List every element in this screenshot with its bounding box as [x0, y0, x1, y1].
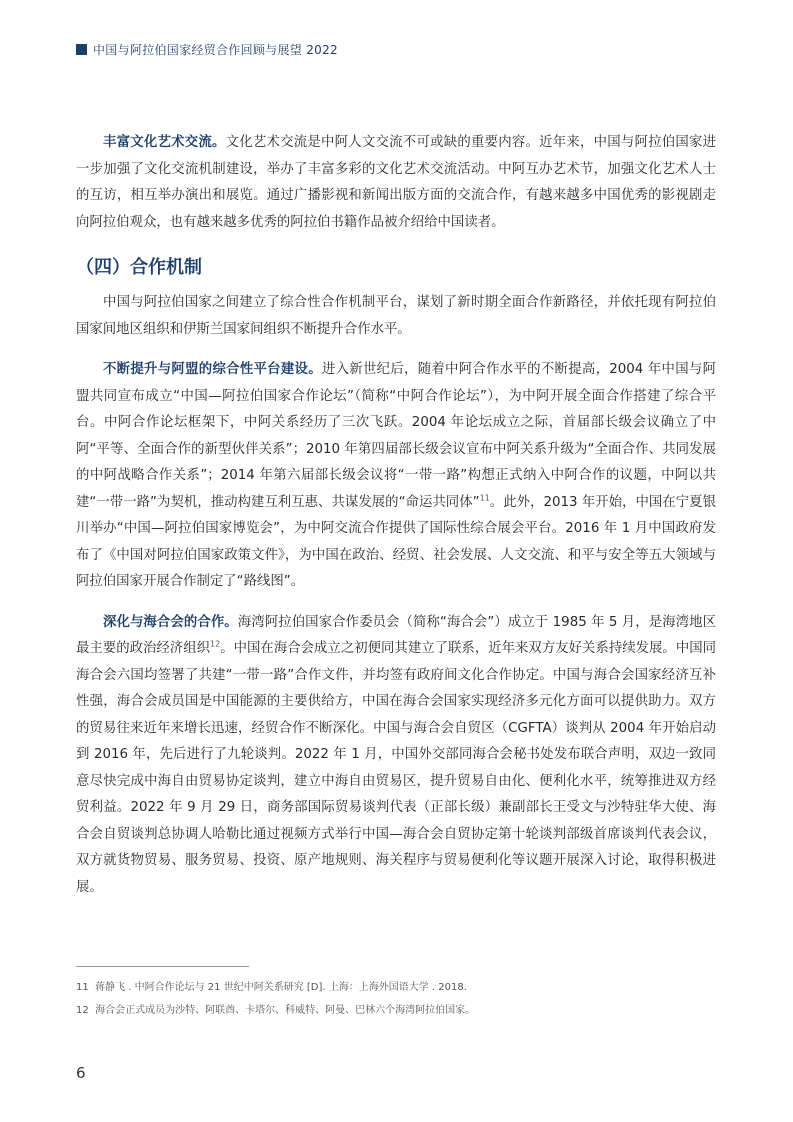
footnote-text: 海合会正式成员为沙特、阿联酋、卡塔尔、科威特、阿曼、巴林六个海湾阿拉伯国家。 — [95, 1005, 476, 1016]
footnote-ref[interactable]: 11 — [479, 493, 490, 503]
paragraph-body: 文化艺术交流是中阿人文交流不可或缺的重要内容。近年来，中国与阿拉伯国家进一步加强了文化交流机制建设，举办了丰富多彩的文化艺术交流活动。中阿互办艺术节，加强文化艺术人士的互访，相互举办演出和展览。通过广播影视和新闻出版方面的交流合作，有越来越多中国优秀的影视剧走向阿拉伯观众，也有越来越多优秀的阿拉伯书籍作品被介绍给中国读者。 — [76, 135, 717, 230]
paragraph-culture-exchange — [76, 130, 716, 236]
running-header — [76, 41, 338, 57]
footnote-number: 11 — [76, 982, 89, 993]
section-heading: （四）合作机制 — [76, 257, 202, 278]
footnotes — [76, 976, 716, 1022]
paragraph-mechanism-intro: 中国与阿拉伯国家之间建立了综合性合作机制平台，谋划了新时期全面合作新路径，并依托现有阿拉伯国家间地区组织和伊斯兰国家间组织不断提升合作水平。 — [76, 295, 716, 337]
main-content — [76, 130, 716, 901]
paragraph-arab-league — [76, 357, 716, 596]
page-number: 6 — [76, 1064, 86, 1082]
paragraph-lead: 丰富文化艺术交流。 — [103, 135, 226, 150]
footnote-ref[interactable]: 12 — [210, 639, 221, 649]
paragraph-body: 。此外，2013 年开始，中国在宁夏银川举办“中国—阿拉伯国家博览会”，为中阿交流合作提供了国际性综合展会平台。2016 年 1 月中国政府发布了《中国对阿拉伯国家政策文件》，为中国在政治、经贸、社会发展、人文交流、和平与安全等五大领域与阿拉伯国家开展合作制定了“路线图”。 — [76, 494, 716, 589]
paragraph-body: 。中国在海合会成立之初便同其建立了联系，近年来双方友好关系持续发展。中国同海合会六国均签署了共建“一带一路”合作文件，并均签有政府间文化合作协定。中国与海合会国家经济互补性强，海合会成员国是中国能源的主要供给方，中国在海合会国家实现经济多元化方面可以提供助力。双方的贸易往来近年来增长迅速，经贸合作不断深化。中国与海合会自贸区（CGFTA）谈判从 2004 年开始启动到 2016 年，先后进行了九轮谈判。2022 年 1 月，中国外交部同海合会秘书处发布联合声明，双边一致同意尽快完成中海自由贸易协定谈判，建立中海自由贸易区，提升贸易自由化、便利化水平，统筹推进双方经贸利益。2022 年 9 月 29 日，商务部国际贸易谈判代表（正部长级）兼副部长王受文与沙特驻华大使、海合会自贸谈判总协调人哈勒比通过视频方式举行中国—海合会自贸协定第十轮谈判部级首席谈判代表会议，双方就货物贸易、服务贸易、投资、原产地规则、海关程序与贸易便利化等议题开展深入讨论，取得积极进展。 — [76, 641, 717, 895]
paragraph-gcc — [76, 610, 716, 902]
paragraph-lead: 深化与海合会的合作。 — [103, 614, 238, 630]
footnote-item — [76, 999, 716, 1022]
footnote-item — [76, 976, 716, 999]
footnote-number: 12 — [76, 1005, 89, 1016]
paragraph-body: 进入新世纪后，随着中阿合作水平的不断提高，2004 年中国与阿盟共同宣布成立“中国—阿拉伯国家合作论坛”（简称“中阿合作论坛”），为中阿开展全面合作搭建了综合平台。中阿合作论坛框架下，中阿关系经历了三次飞跃。2004 年论坛成立之际，首届部长级会议确立了中阿“平等、全面合作的新型伙伴关系”；2010 年第四届部长级会议宣布中阿关系升级为“全面合作、共同发展的中阿战略合作关系”；2014 年第六届部长级会议将“一带一路”构想正式纳入中阿合作的议题，中阿以共建“一带一路”为契机，推动构建互利互惠、共谋发展的“命运共同体” — [76, 362, 716, 510]
paragraph-lead: 不断提升与阿盟的综合性平台建设。 — [103, 362, 322, 377]
footnote-text: 蒋静飞 . 中阿合作论坛与 21 世纪中阿关系研究 [D]. 上海：上海外国语大学 . 2018. — [95, 982, 467, 993]
header-title: 中国与阿拉伯国家经贸合作回顾与展望 2022 — [93, 42, 338, 57]
paragraph-body: 海湾阿拉伯国家合作委员会（简称“海合会”）成立于 1985 年 5 月，是海湾地区最主要的政治经济组织 — [76, 614, 717, 656]
header-square-icon — [76, 44, 87, 55]
footnote-divider — [76, 966, 249, 967]
